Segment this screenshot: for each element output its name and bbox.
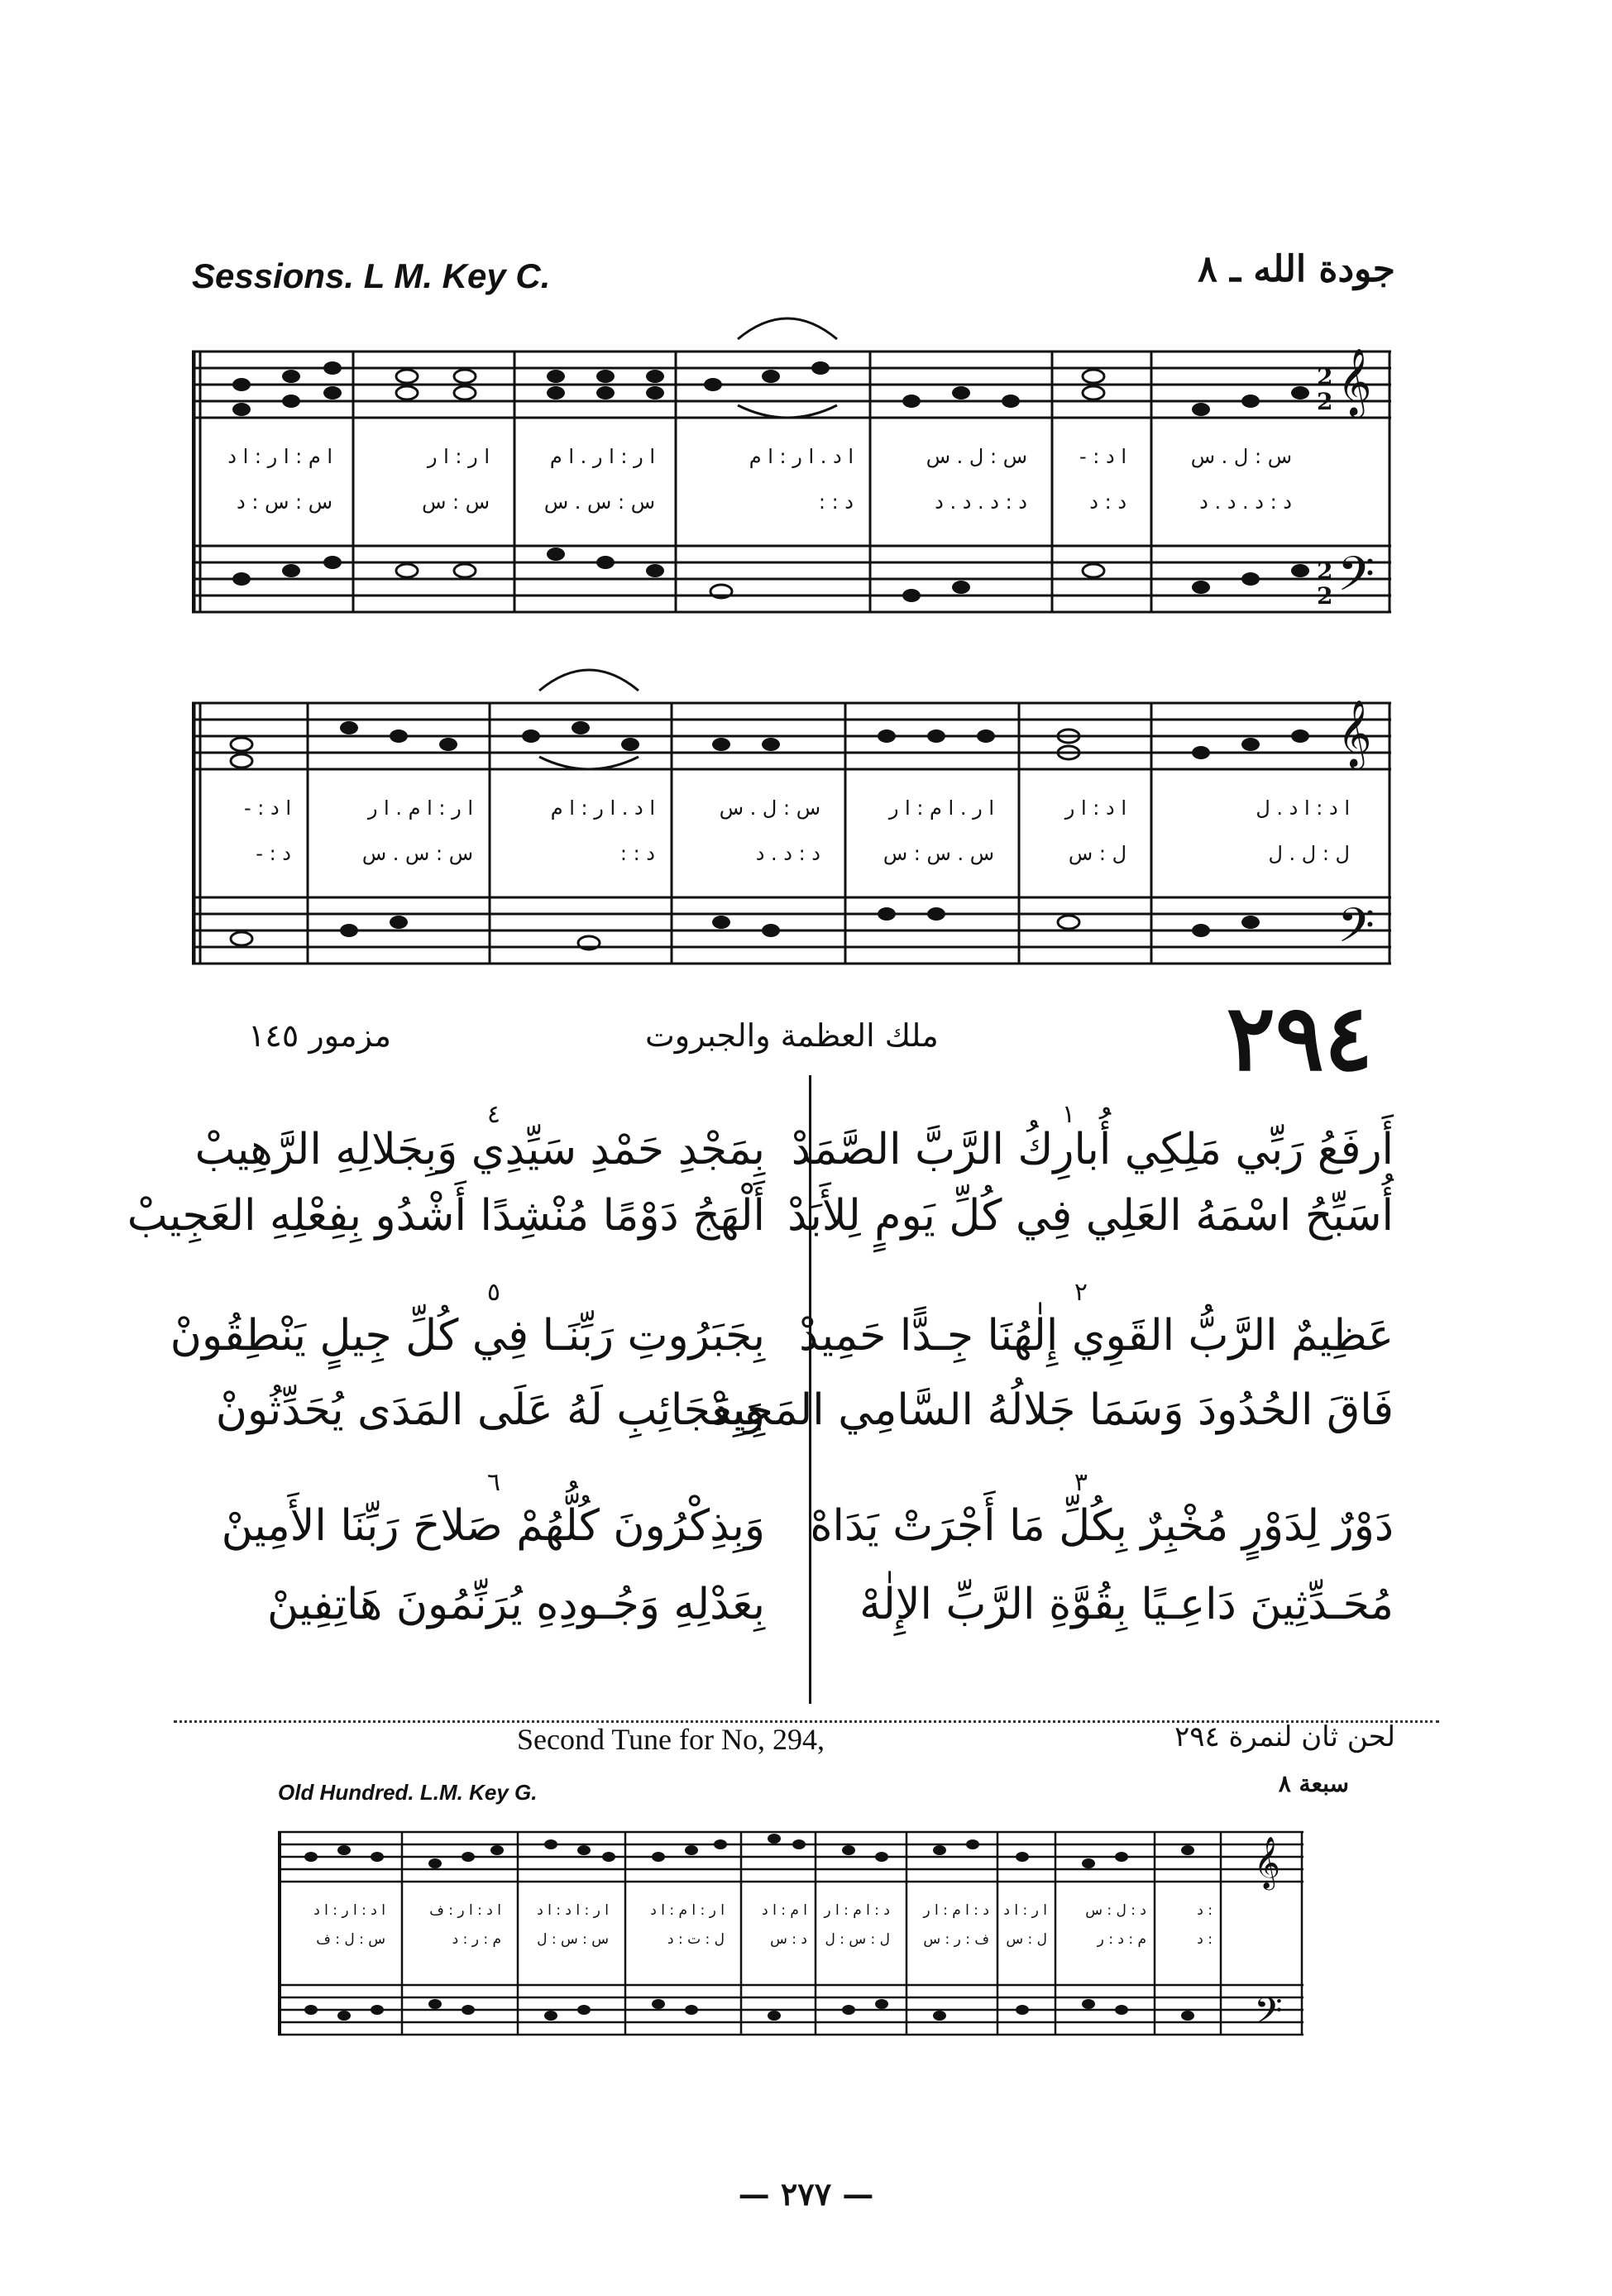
verse-number: ٢ (1074, 1278, 1088, 1307)
svg-text:2: 2 (1317, 557, 1333, 585)
score-system-1 (192, 306, 1391, 637)
score-system-3 (278, 1799, 1303, 2084)
verse-number: ٦ (486, 1468, 500, 1497)
verse-line: وَبِذِكْرُونَ كُلُّهُمْ صَلاحَ رَبِّنَا الأَمِينْ (221, 1501, 765, 1551)
verse-line: بِعَدْلِهِ وَجُـودِهِ يُرَنِّمُونَ هَاتِفِينْ (267, 1580, 765, 1629)
svg-text:س : س . س: س : س . س (543, 490, 655, 514)
psalm-reference: مزمور ١٤٥ (248, 1017, 391, 1054)
page-number: — ٢٧٧ — (738, 2175, 874, 2212)
svg-text:ا د . ا ر : ا م: ا د . ا ر : ا م (749, 445, 854, 468)
verse-line: وَبِعَجَائِبِ لَهُ عَلَى المَدَى يُحَدِّثُونْ (215, 1385, 765, 1435)
svg-text:س : ل . س: س : ل . س (719, 796, 820, 820)
svg-text:م : د : ر: م : د : ر (1097, 1931, 1146, 1948)
svg-text:س : س: س : س (422, 490, 490, 514)
section-heading: جودة الله ـ ٨ (1198, 248, 1395, 290)
svg-text:ا ر : ا م : ا د: ا ر : ا م : ا د (650, 1902, 725, 1919)
verse-line: فَاقَ الحُدُودَ وَسَمَا جَلالُهُ السَّامِي المَجِيدْ (710, 1385, 1394, 1435)
svg-text:س : ل . س: س : ل . س (1190, 445, 1292, 468)
svg-text:د : د . د . د: د : د . د . د (1199, 490, 1292, 514)
verse-line: أَلْهَجُ دَوْمًا مُنْشِدًا أَشْدُو بِفِعْلِهِ العَجِيبْ (127, 1191, 765, 1241)
svg-text:ا م : ا د: ا م : ا د (762, 1902, 807, 1919)
svg-text:د : ل : س: د : ل : س (1085, 1902, 1146, 1919)
svg-text:ا د : -: ا د : - (1079, 445, 1126, 468)
svg-text:𝄞: 𝄞 (1337, 347, 1372, 415)
svg-text:ا د : ا ر : ا د: ا د : ا ر : ا د (313, 1902, 385, 1919)
svg-text:س : ل : ف: س : ل : ف (316, 1931, 385, 1948)
verse-line: أُسَبِّحُ اسْمَهُ العَلِي فِي كُلِّ يَومٍ لِلأَبَدْ (787, 1191, 1394, 1241)
svg-text:ل : س: ل : س (1068, 842, 1126, 865)
svg-text:ل : ل . ل: ل : ل . ل (1268, 842, 1350, 865)
svg-text:ل : ت : د: ل : ت : د (667, 1931, 725, 1948)
svg-text:2: 2 (1317, 363, 1333, 390)
svg-text:ا ر : ا ر . ا م: ا ر : ا ر . ا م (549, 445, 655, 468)
verse-line: بِجَبَرُوتِ رَبِّنَـا فِي كُلِّ جِيلٍ يَنْطِقُونْ (170, 1311, 765, 1361)
svg-text:ا ر : ا م . ا ر: ا ر : ا م . ا ر (367, 796, 473, 820)
verse-line: بِمَجْدِ حَمْدِ سَيِّدِي وَبِجَلالِهِ الرَّهِيبْ (194, 1125, 765, 1174)
svg-text:د : س: د : س (770, 1931, 807, 1948)
svg-text:د : -: د : - (256, 842, 291, 865)
verse-number: ٤ (486, 1100, 500, 1129)
verse-number: ١ (1061, 1100, 1075, 1129)
svg-text:𝄞: 𝄞 (1254, 1836, 1280, 1888)
svg-text:ل : س: ل : س (1006, 1931, 1047, 1948)
svg-text:2: 2 (1317, 388, 1333, 415)
second-tune-name-arabic: سبعة ٨ (1278, 1770, 1349, 1797)
svg-text:𝄞: 𝄞 (1337, 699, 1372, 767)
svg-text:ا ر : ا ر: ا ر : ا ر (427, 445, 490, 468)
svg-text:د : :: د : : (818, 490, 854, 514)
svg-text:ا م : ا ر : ا د: ا م : ا ر : ا د (227, 445, 332, 468)
svg-text:د : :: د : : (619, 842, 655, 865)
svg-text:د : د: د : د (1089, 490, 1126, 514)
svg-text:𝄢: 𝄢 (1254, 1989, 1283, 2041)
svg-text:س : ل . س: س : ل . س (926, 445, 1027, 468)
svg-text:2: 2 (1317, 582, 1333, 610)
svg-text:د : ا م : ا ر: د : ا م : ا ر (824, 1902, 890, 1919)
svg-text:د : د . د . د: د : د . د . د (935, 490, 1027, 514)
verse-number: ٥ (486, 1278, 500, 1307)
hymn-title-row (190, 984, 1390, 1091)
svg-text:ا د . ا ر : ا م: ا د . ا ر : ا م (550, 796, 655, 820)
svg-text:ا د : -: ا د : - (244, 796, 291, 820)
verse-line: دَوْرٌ لِدَوْرٍ مُخْبِرٌ بِكُلِّ مَا أَجْرَتْ يَدَاهْ (810, 1501, 1394, 1551)
hymn-title: ملك العظمة والجبروت (645, 1017, 939, 1054)
second-tune-label-arabic: لحن ثان لنمرة ٢٩٤ (1174, 1720, 1395, 1753)
tune-name-heading: Sessions. L M. Key C. (192, 256, 551, 295)
verses-right-column (710, 1100, 1394, 1712)
svg-text:س : س : ل: س : س : ل (537, 1931, 609, 1948)
svg-text:𝄢: 𝄢 (1337, 897, 1375, 965)
second-tune-label: Second Tune for No, 294, (517, 1723, 825, 1756)
svg-text:ا ر : ا د : ا د: ا ر : ا د : ا د (537, 1902, 609, 1919)
svg-text:ف : ر : س: ف : ر : س (923, 1931, 989, 1948)
svg-text:ا ر . ا م : ا ر: ا ر . ا م : ا ر (888, 796, 994, 820)
svg-text:س : س . س: س : س . س (361, 842, 473, 865)
verse-line: مُحَـدِّثِينَ دَاعِـيًا بِقُوَّةِ الرَّبِّ الإِلٰهْ (859, 1580, 1394, 1629)
verses-left-column (127, 1100, 765, 1712)
svg-text:ا د : ا د . ل: ا د : ا د . ل (1256, 796, 1350, 820)
svg-text:ل : س : ل: ل : س : ل (825, 1931, 890, 1948)
svg-text:ا د : ا ر: ا د : ا ر (1064, 796, 1126, 820)
svg-text:م : ر : د: م : ر : د (452, 1931, 501, 1948)
hymn-number: ٢٩٤ (1226, 984, 1373, 1091)
svg-text:𝄢: 𝄢 (1337, 546, 1375, 614)
svg-text:س . س : س: س . س : س (883, 842, 994, 865)
verse-line: عَظِيمٌ الرَّبُّ القَوِي إِلٰهُنَا جِـدًّا حَمِيدْ (799, 1311, 1394, 1361)
score-system-2 (192, 658, 1391, 988)
verse-number: ٣ (1074, 1468, 1088, 1497)
second-tune-name: Old Hundred. L.M. Key G. (278, 1780, 538, 1805)
verse-line: أَرفَعُ رَبِّي مَلِكِي أُبارِكُ الرَّبَّ الصَّمَدْ (791, 1125, 1394, 1174)
svg-text:د : د . د: د : د . د (755, 842, 820, 865)
svg-text:ا د : ا ر : ف: ا د : ا ر : ف (429, 1902, 501, 1919)
svg-text:س : س : د: س : س : د (237, 490, 332, 514)
svg-text:: د: : د (1197, 1931, 1213, 1948)
svg-text:: د: : د (1197, 1902, 1213, 1919)
svg-text:ا ر : ا د: ا ر : ا د (1003, 1902, 1047, 1919)
svg-text:د : ا م : ا ر: د : ا م : ا ر (923, 1902, 989, 1919)
